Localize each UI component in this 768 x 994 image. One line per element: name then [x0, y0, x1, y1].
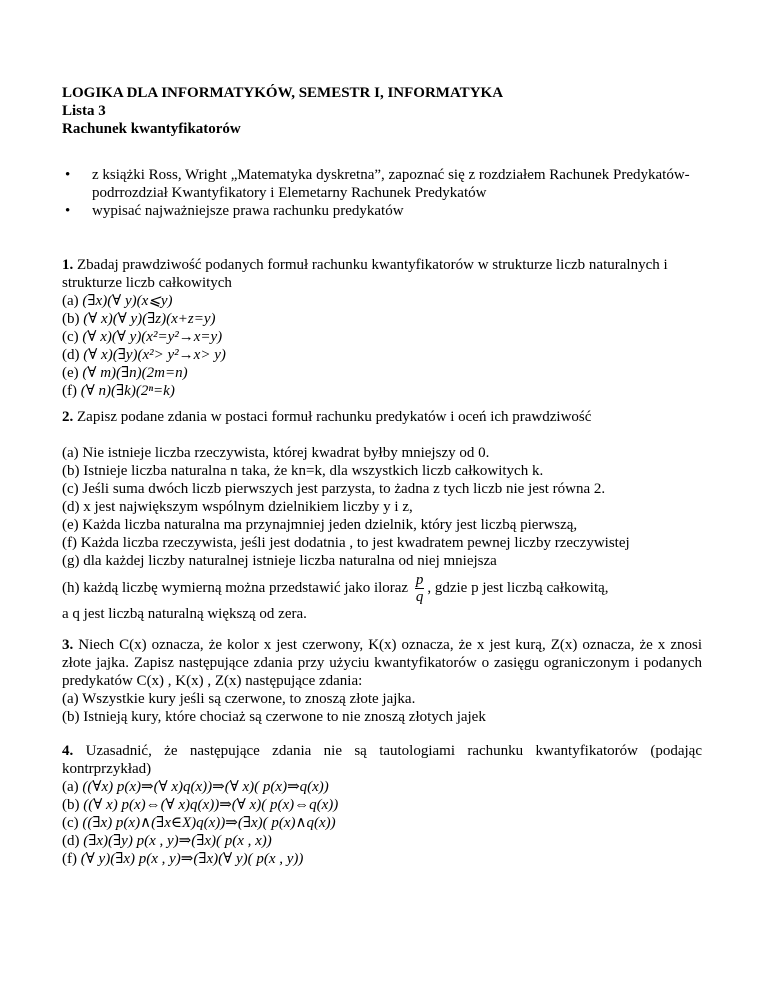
sentence-item: (b) Istnieją kury, które chociaż są czerwone to nie znoszą złotych jajek	[62, 709, 486, 725]
task-2	[62, 408, 702, 623]
instruction-item: • z książki Ross, Wright „Matematyka dyskretna”, zapoznać się z rozdziałem Rachunek Predykatów- podrrozdział Kwantyfikatory i Elemetarny Rachunek Predykatów	[65, 167, 690, 201]
bullet-icon: •	[65, 167, 71, 183]
document-header	[62, 84, 702, 138]
sentence-item: (g) dla każdej liczby naturalnej istnieje liczba naturalna od niej mniejsza	[62, 553, 497, 569]
sentence-item: (a) Wszystkie kury jeśli są czerwone, to znoszą złote jajka.	[62, 691, 416, 707]
instruction-item: • wypisać najważniejsze prawa rachunku predykatów	[65, 203, 404, 219]
formula-row: (c) ((∃x) p(x)∧(∃x∈X)q(x))⇒(∃x)( p(x)∧q(x))	[62, 815, 336, 831]
formula-row: (d) (∃x)(∃y) p(x , y)⇒(∃x)( p(x , x))	[62, 833, 272, 849]
formula-row: (b) (∀ x)(∀ y)(∃z)(x+z=y)	[62, 311, 216, 327]
bullet-icon: •	[65, 203, 71, 219]
formula-row: (c) (∀ x)(∀ y)(x²=y²→x=y)	[62, 329, 223, 345]
formula-row: (d) (∀ x)(∃y)(x²> y²→x> y)	[62, 347, 226, 363]
sentence-item: a q jest liczbą naturalną większą od zera.	[62, 606, 307, 622]
formula-row: (b) ((∀ x) p(x)⇔(∀ x)q(x))⇒(∀ x)( p(x)⇔q(x))	[62, 797, 339, 813]
fraction-p-over-q: $\frac{p}{q}$	[415, 572, 424, 605]
sentence-item: (b) Istnieje liczba naturalna n taka, że kn=k, dla wszystkich liczb całkowitych k.	[62, 463, 544, 479]
sentence-item: (h) każdą liczbę wymierną można przedstawić jako iloraz $\frac{p}{q}$ , gdzie p jest liczbą całkowitą,	[62, 572, 609, 605]
task-1	[62, 256, 702, 400]
task-4-intro: 4. Uzasadnić, że następujące zdania nie są tautologiami rachunku kwantyfikatorów (podając kontrprzykład)	[62, 743, 702, 777]
task-1-intro: 1. Zbadaj prawdziwość podanych formuł rachunku kwantyfikatorów w strukturze liczb naturalnych i strukturze liczb całkowitych	[62, 257, 668, 291]
list-number: Lista 3	[62, 103, 106, 119]
task-4	[62, 742, 702, 868]
sentence-item: (c) Jeśli suma dwóch liczb pierwszych jest parzysta, to żadna z tych liczb nie jest równa 2.	[62, 481, 606, 497]
task-2-intro: 2. Zapisz podane zdania w postaci formuł rachunku predykatów i oceń ich prawdziwość	[62, 409, 592, 425]
formula-row: (a) ((∀x) p(x)⇒(∀ x)q(x))⇒(∀ x)( p(x)⇒q(x))	[62, 779, 329, 795]
sentence-item: (a) Nie istnieje liczba rzeczywista, której kwadrat byłby mniejszy od 0.	[62, 445, 490, 461]
topic-title: Rachunek kwantyfikatorów	[62, 121, 241, 137]
formula-row: (f) (∀ n)(∃k)(2ⁿ=k)	[62, 383, 175, 399]
sentence-item: (f) Każda liczba rzeczywista, jeśli jest dodatnia , to jest kwadratem pewnej liczby rzeczywistej	[62, 535, 630, 551]
formula-row: (f) (∀ y)(∃x) p(x , y)⇒(∃x)(∀ y)( p(x , y))	[62, 851, 304, 867]
task-3	[62, 636, 702, 726]
task-3-intro: 3. Niech C(x) oznacza, że kolor x jest czerwony, K(x) oznacza, że x jest kurą, Z(x) oznacza, że x znosi złote jajka. Zapisz następujące zdania przy użyciu kwantyfikatorów o zasięgu ograniczonym i podanych predykatów C(x) , K(x) , Z(x) następujące zdania:	[62, 637, 702, 689]
instructions-list	[62, 166, 702, 220]
formula-row: (a) (∃x)(∀ y)(x⩽y)	[62, 293, 173, 309]
document-title: LOGIKA DLA INFORMATYKÓW, SEMESTR I, INFORMATYKA	[62, 85, 504, 101]
sentence-item: (e) Każda liczba naturalna ma przynajmniej jeden dzielnik, który jest liczbą pierwszą,	[62, 517, 578, 533]
sentence-item: (d) x jest największym wspólnym dzielnikiem liczby y i z,	[62, 499, 413, 515]
formula-row: (e) (∀ m)(∃n)(2m=n)	[62, 365, 188, 381]
